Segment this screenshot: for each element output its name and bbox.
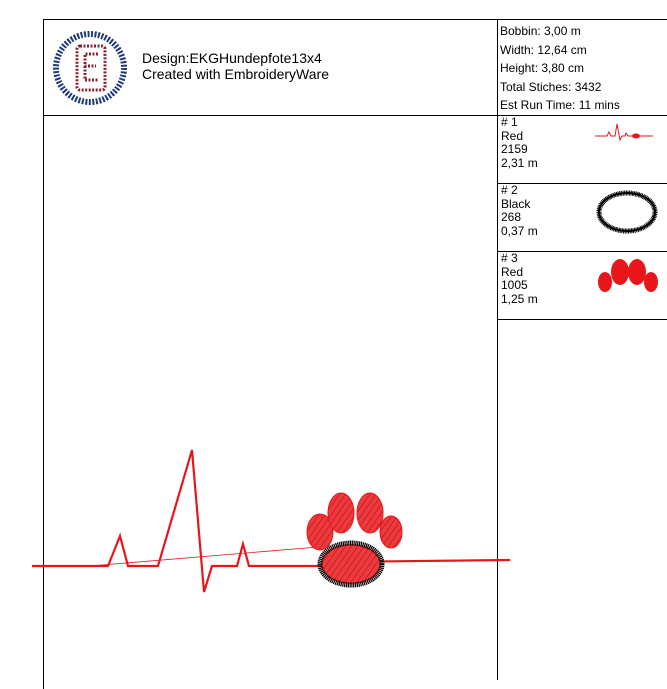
- paw-toe-4: [380, 516, 402, 548]
- paw-toe-2: [328, 493, 354, 533]
- color-block-3: [498, 252, 667, 320]
- ekg-line-thumbnail-icon: [593, 118, 663, 182]
- design-stats: [500, 22, 620, 115]
- paw-toe-3: [357, 493, 383, 533]
- color-name: Red: [501, 128, 524, 143]
- total-stitches: Total Stiches: 3432: [500, 79, 602, 94]
- color-index: # 3: [501, 251, 518, 265]
- color-block-2: [498, 184, 667, 252]
- est-run-time: Est Run Time: 11 mins: [500, 98, 620, 112]
- color-name: Red: [501, 264, 524, 279]
- design-name: Design:EKGHundepfote13x4: [142, 50, 322, 66]
- embroidery-design-preview: [30, 116, 510, 680]
- color-stitches: 2159: [501, 142, 528, 156]
- color-block-1: [498, 116, 667, 184]
- color-index: # 1: [501, 115, 518, 129]
- paw-toes-thumbnail-icon: [593, 254, 663, 318]
- color-index: # 2: [501, 183, 518, 197]
- color-name: Black: [501, 196, 531, 211]
- design-info: [142, 50, 329, 82]
- color-length: 2,31 m: [501, 155, 538, 170]
- color-stitches: 1005: [501, 278, 528, 292]
- created-with-label: Created with EmbroideryWare: [142, 66, 329, 82]
- design-width: Width: 12,64 cm: [500, 42, 587, 57]
- color-stitches: 268: [501, 210, 522, 224]
- color-length: 0,37 m: [501, 223, 538, 238]
- ekg-line: [32, 450, 510, 592]
- embroideryware-logo-icon: [50, 28, 130, 108]
- design-height: Height: 3,80 cm: [500, 61, 585, 75]
- paw-pad-outline-thumbnail-icon: [593, 186, 663, 250]
- bobbin-length: Bobbin: 3,00 m: [500, 24, 581, 38]
- color-length: 1,25 m: [501, 291, 538, 306]
